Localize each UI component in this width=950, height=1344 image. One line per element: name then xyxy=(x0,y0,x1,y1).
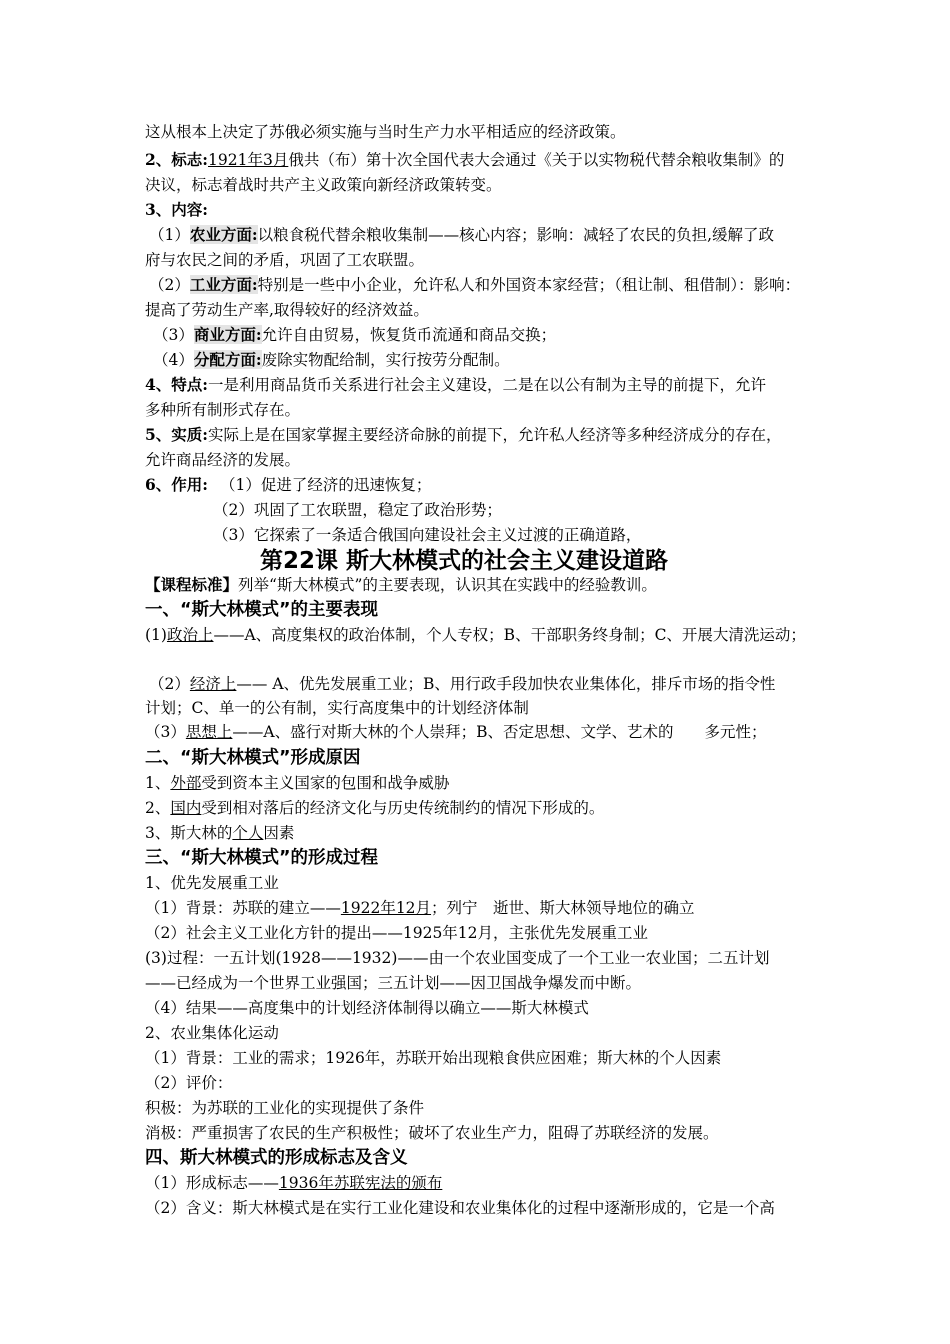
content-heading: 3、内容: xyxy=(145,200,209,219)
paragraph-line: 提高了劳动生产率,取得较好的经济效益。 xyxy=(145,301,429,319)
paragraph-line: （3）它探索了一条适合俄国向建设社会主义过渡的正确道路， xyxy=(213,526,642,544)
paragraph-line: (3)过程：一五计划(1928——1932)——由一个农业国变成了一个工业一农业国；二五计划 xyxy=(145,949,770,967)
underlined-term: 国内 xyxy=(170,799,202,817)
paragraph-line: 决议，标志着战时共产主义政策向新经济政策转变。 xyxy=(145,176,502,194)
paragraph-line: 1、优先发展重工业 xyxy=(145,874,279,892)
paragraph-line: （2）巩固了工农联盟，稳定了政治形势； xyxy=(213,501,502,519)
essence-line: 5、实质:实际上是在国家掌握主要经济命脉的前提下，允许私人经济等多种经济成分的存在， xyxy=(145,425,782,444)
underlined-term: 1936年苏联宪法的颁布 xyxy=(278,1174,443,1192)
lesson-title: 第22课 斯大林模式的社会主义建设道路 xyxy=(260,548,669,574)
distribution-line: （4）分配方面:废除实物配给制，实行按劳分配制。 xyxy=(153,350,510,369)
section-heading-3: 三、“斯大林模式”的形成过程 xyxy=(145,848,379,868)
paragraph-line: （2）含义：斯大林模式是在实行工业化建设和农业集体化的过程中逐渐形成的，它是一个高 xyxy=(145,1199,775,1217)
highlight-term: 工业方面: xyxy=(189,275,258,294)
highlight-term: 农业方面: xyxy=(189,225,258,244)
item-heading: 5、实质: xyxy=(145,425,209,444)
economy-line: （2）经济上—— A、优先发展重工业；B、用行政手段加快农业集体化，排斥市场的指令性 xyxy=(149,675,776,693)
paragraph-line: 多种所有制形式存在。 xyxy=(145,401,301,419)
cause-line: 3、斯大林的个人因素 xyxy=(145,824,295,842)
section-heading-2: 二、“斯大林模式”形成原因 xyxy=(145,748,361,768)
effect-line: 6、作用: （1）促进了经济的迅速恢复； xyxy=(145,475,432,494)
paragraph-line: （1）背景：工业的需求；1926年，苏联开始出现粮食供应困难；斯大林的个人因素 xyxy=(145,1049,722,1067)
date-underlined: 1921年3月 xyxy=(208,151,289,169)
paragraph-line: 这从根本上决定了苏俄必须实施与当时生产力水平相适应的经济政策。 xyxy=(145,123,626,141)
paragraph-line: 允许商品经济的发展。 xyxy=(145,451,301,469)
underlined-term: 外部 xyxy=(170,774,202,792)
politics-line: (1)政治上——A、高度集权的政治体制，个人专权；B、干部职务终身制；C、开展大清洗运动； xyxy=(145,626,806,644)
item-heading: 6、作用: xyxy=(145,475,209,494)
item-heading: 4、特点: xyxy=(145,375,209,394)
ideology-line: （3）思想上——A、盛行对斯大林的个人崇拜；B、否定思想、文学、艺术的 多元性； xyxy=(145,723,767,741)
paragraph-line: 计划；C、单一的公有制，实行高度集中的计划经济体制 xyxy=(145,699,529,717)
sign-line: （1）形成标志——1936年苏联宪法的颁布 xyxy=(145,1174,443,1192)
section-heading-1: 一、“斯大林模式”的主要表现 xyxy=(145,600,379,620)
commerce-line: （3）商业方面:允许自由贸易，恢复货币流通和商品交换； xyxy=(153,325,557,344)
industry-line: （2）工业方面:特别是一些中小企业，允许私人和外国资本家经营；（租让制、租借制）：影响： xyxy=(149,275,801,294)
paragraph-line: （2）评价： xyxy=(145,1074,233,1092)
agriculture-line: （1）农业方面:以粮食税代替余粮收集制——核心内容；影响：减轻了农民的负担,缓解了政 xyxy=(149,225,775,244)
feature-line: 4、特点:一是利用商品货币关系进行社会主义建设，二是在以公有制为主导的前提下，允许 xyxy=(145,375,767,394)
underlined-term: 个人 xyxy=(232,824,264,842)
underlined-term: 政治上 xyxy=(166,626,214,644)
section-heading-4: 四、斯大林模式的形成标志及含义 xyxy=(145,1148,408,1168)
underlined-term: 1922年12月 xyxy=(340,899,432,917)
paragraph-line: 2、农业集体化运动 xyxy=(145,1024,279,1042)
underlined-term: 思想上 xyxy=(185,723,233,741)
cause-line: 1、外部受到资本主义国家的包围和战争威胁 xyxy=(145,774,450,792)
highlight-term: 分配方面: xyxy=(193,350,262,369)
sign-line: 2、标志:1921年3月俄共（布）第十次全国代表大会通过《关于以实物税代替余粮收集制》的 xyxy=(145,150,785,169)
background-line: （1）背景：苏联的建立——1922年12月；列宁 逝世、斯大林领导地位的确立 xyxy=(145,899,695,917)
cause-line: 2、国内受到相对落后的经济文化与历史传统制约的情况下形成的。 xyxy=(145,799,605,817)
course-standard: 【课程标准】列举“斯大林模式”的主要表现，认识其在实践中的经验教训。 xyxy=(145,575,657,594)
underlined-term: 经济上 xyxy=(189,675,237,693)
paragraph-line: （4）结果——高度集中的计划经济体制得以确立——斯大林模式 xyxy=(145,999,589,1017)
paragraph-line: 消极：严重损害了农民的生产积极性；破坏了农业生产力，阻碍了苏联经济的发展。 xyxy=(145,1124,719,1142)
item-heading: 2、标志: xyxy=(145,150,209,169)
paragraph-line: 府与农民之间的矛盾，巩固了工农联盟。 xyxy=(145,251,425,269)
highlight-term: 商业方面: xyxy=(193,325,262,344)
standard-label: 【课程标准】 xyxy=(145,575,239,594)
paragraph-line: （2）社会主义工业化方针的提出——1925年12月，主张优先发展重工业 xyxy=(145,924,649,942)
paragraph-line: ——已经成为一个世界工业强国；三五计划——因卫国战争爆发而中断。 xyxy=(145,974,642,992)
paragraph-line: 积极：为苏联的工业化的实现提供了条件 xyxy=(145,1099,425,1117)
